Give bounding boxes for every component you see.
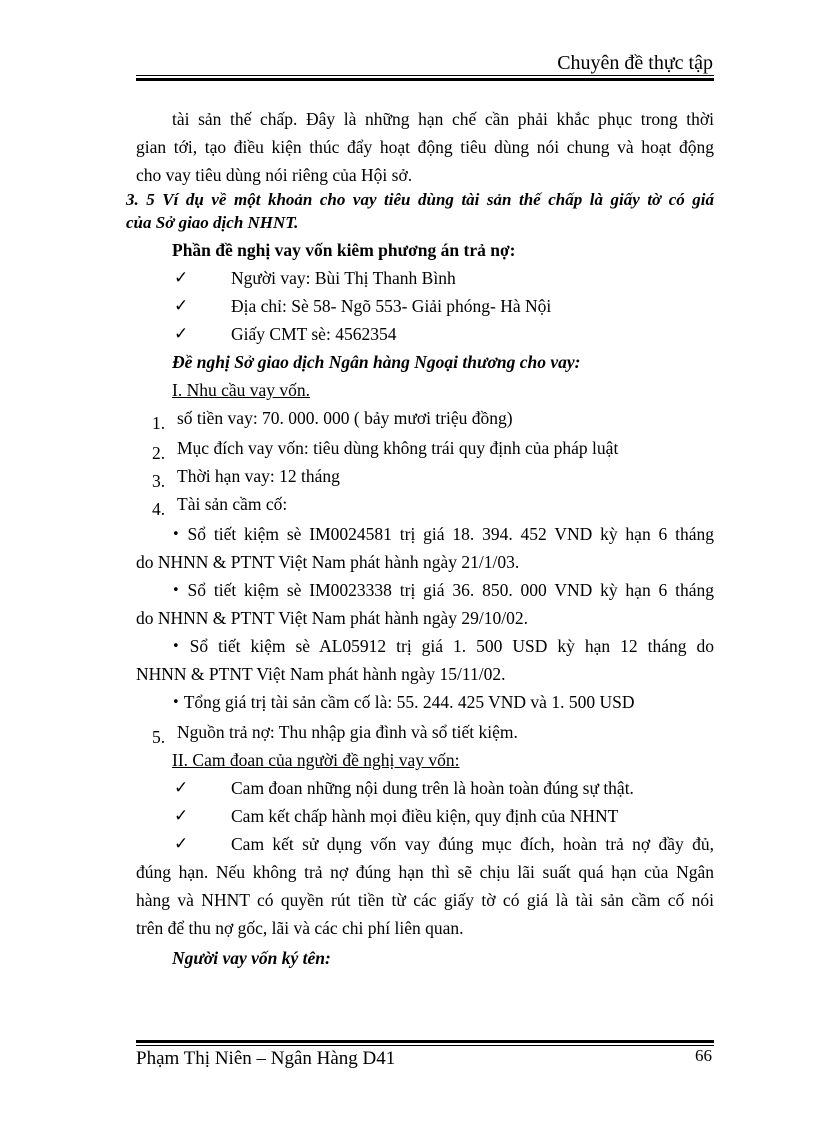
check-icon: ✓ <box>174 296 189 316</box>
commitment-continuation-3: trên để thu nợ gốc, lãi và các chi phí liên quan. <box>136 918 464 938</box>
footer-author: Phạm Thị Niên – Ngân Hàng D41 <box>136 1048 396 1069</box>
header-title: Chuyên đề thực tập <box>557 52 713 74</box>
borrower-id: Giấy CMT sè: 4562354 <box>231 324 397 344</box>
collateral-total: • Tổng giá trị tài sản cầm cố là: 55. 244. 425 VND và 1. 500 USD <box>172 692 635 712</box>
list-number: 3. <box>152 471 166 491</box>
bullet-icon: • <box>172 583 180 598</box>
bullet-icon: • <box>172 639 180 654</box>
intro-line-1: tài sản thế chấp. Đây là những hạn chế cần phải khắc phục trong thời <box>172 109 714 129</box>
commitment-3: Cam kết sử dụng vốn vay đúng mục đích, hoàn trả nợ đầy đủ, <box>231 834 714 854</box>
header-rule-thin <box>136 75 714 76</box>
section-heading-line-2: của Sở giao dịch NHNT. <box>126 213 299 232</box>
page-number: 66 <box>695 1046 712 1065</box>
check-icon: ✓ <box>174 806 189 826</box>
section-2-title: II. Cam đoan của người đề nghị vay vốn: <box>172 750 460 770</box>
bullet-icon: • <box>172 695 180 710</box>
list-number: 4. <box>152 499 166 519</box>
collateral-item-3-line-2: NHNN & PTNT Việt Nam phát hành ngày 15/11/02. <box>136 664 506 684</box>
borrower-name: Người vay: Bùi Thị Thanh Bình <box>231 268 456 288</box>
collateral-item-2-line-1: • Sổ tiết kiệm sè IM0023338 trị giá 36. 850. 000 VND kỳ hạn 6 tháng <box>172 580 715 600</box>
list-number: 1. <box>152 413 166 433</box>
check-icon: ✓ <box>174 834 189 854</box>
loan-amount: số tiền vay: 70. 000. 000 ( bảy mươi triệu đồng) <box>177 408 513 428</box>
list-number: 2. <box>152 443 166 463</box>
repayment-source: Nguồn trả nợ: Thu nhập gia đình và sổ tiết kiệm. <box>177 722 518 742</box>
loan-term: Thời hạn vay: 12 tháng <box>177 466 340 486</box>
proposal-heading: Phần đề nghị vay vốn kiêm phương án trả nợ: <box>172 240 516 260</box>
collateral-item-1-line-1: • Sổ tiết kiệm sè IM0024581 trị giá 18. 394. 452 VND kỳ hạn 6 tháng <box>172 524 715 544</box>
collateral-label: Tài sản cầm cố: <box>177 494 288 514</box>
list-number: 5. <box>152 727 166 747</box>
header-rule-thick <box>136 78 714 81</box>
intro-line-2: gian tới, tạo điều kiện thúc đẩy hoạt động tiêu dùng nói chung và hoạt động <box>136 137 714 157</box>
intro-line-3: cho vay tiêu dùng nói riêng của Hội sở. <box>136 165 413 185</box>
check-icon: ✓ <box>174 324 189 344</box>
commitment-1: Cam đoan những nội dung trên là hoàn toàn đúng sự thật. <box>231 778 634 798</box>
bullet-icon: • <box>172 527 180 542</box>
loan-purpose: Mục đích vay vốn: tiêu dùng không trái quy định của pháp luật <box>177 438 619 458</box>
section-heading-line-1: 3. 5 Ví dụ về một khoản cho vay tiêu dùng tài sản thế chấp là giấy tờ có giá <box>126 190 714 209</box>
section-1-title: I. Nhu cầu vay vốn. <box>172 380 311 400</box>
request-heading: Đề nghị Sở giao dịch Ngân hàng Ngoại thương cho vay: <box>172 352 581 372</box>
collateral-item-2-line-2: do NHNN & PTNT Việt Nam phát hành ngày 29/10/02. <box>136 608 529 628</box>
commitment-2: Cam kết chấp hành mọi điều kiện, quy định của NHNT <box>231 806 619 826</box>
collateral-item-1-line-2: do NHNN & PTNT Việt Nam phát hành ngày 21/1/03. <box>136 552 520 572</box>
footer-rule-thick <box>136 1040 714 1043</box>
commitment-continuation-2: hàng và NHNT có quyền rút tiền từ các giấy tờ có giá là tài sản cầm cố nói <box>136 890 714 910</box>
borrower-address: Địa chỉ: Sè 58- Ngõ 553- Giải phóng- Hà Nội <box>231 296 552 316</box>
signature-label: Người vay vốn ký tên: <box>172 948 331 968</box>
collateral-item-3-line-1: • Sổ tiết kiệm sè AL05912 trị giá 1. 500 USD kỳ hạn 12 tháng do <box>172 636 715 656</box>
check-icon: ✓ <box>174 778 189 798</box>
check-icon: ✓ <box>174 268 189 288</box>
commitment-continuation-1: đúng hạn. Nếu không trả nợ đúng hạn thì sẽ chịu lãi suất quá hạn của Ngân <box>136 862 714 882</box>
